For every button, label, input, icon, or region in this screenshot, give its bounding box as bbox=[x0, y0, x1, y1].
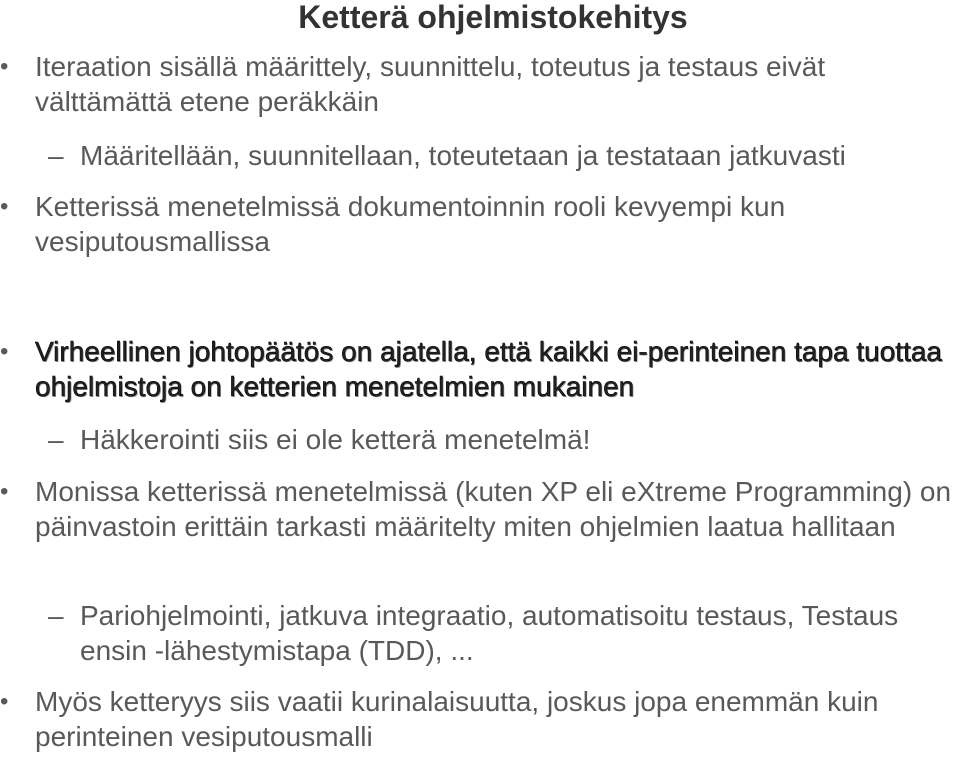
bullet-text: Monissa ketterissä menetelmissä (kuten XP eli eXtreme Programming) on päinvastoin erittäin tarkasti määritelty miten ohjelmien laatua hallitaan bbox=[35, 476, 952, 542]
emphasized-bullet-text: Virheellinen johtopäätös on ajatella, että kaikki ei-perinteinen tapa tuottaa ohjelmistoja on ketterien menetelmien mukainen bbox=[35, 336, 942, 402]
bullet-text: Myös ketteryys siis vaatii kurinalaisuutta, joskus jopa enemmän kuin perinteinen vesiputousmalli bbox=[35, 686, 879, 752]
slide-title: Ketterä ohjelmistokehitys bbox=[298, 0, 688, 35]
bullet-dot-icon: • bbox=[0, 53, 9, 80]
dash-icon: – bbox=[48, 140, 64, 171]
sub-bullet-text: Häkkerointi siis ei ole ketterä menetelmä! bbox=[80, 424, 591, 455]
bullet-dot-icon: • bbox=[0, 688, 9, 715]
bullet-dot-icon: • bbox=[0, 478, 9, 505]
sub-bullet-text: Pariohjelmointi, jatkuva integraatio, automatisoitu testaus, Testaus ensin -lähestymistapa (TDD), ... bbox=[80, 600, 899, 666]
bullet-text: Iteraation sisällä määrittely, suunnittelu, toteutus ja testaus eivät välttämättä etene peräkkäin bbox=[35, 51, 826, 117]
dash-icon: – bbox=[48, 600, 64, 631]
bullet-text: Ketterissä menetelmissä dokumentoinnin rooli kevyempi kun vesiputousmallissa bbox=[35, 191, 786, 257]
bullet-dot-icon: • bbox=[0, 193, 9, 220]
bullet-dot-icon: • bbox=[0, 338, 9, 365]
sub-bullet-text: Määritellään, suunnitellaan, toteutetaan ja testataan jatkuvasti bbox=[80, 140, 846, 171]
dash-icon: – bbox=[48, 424, 64, 455]
